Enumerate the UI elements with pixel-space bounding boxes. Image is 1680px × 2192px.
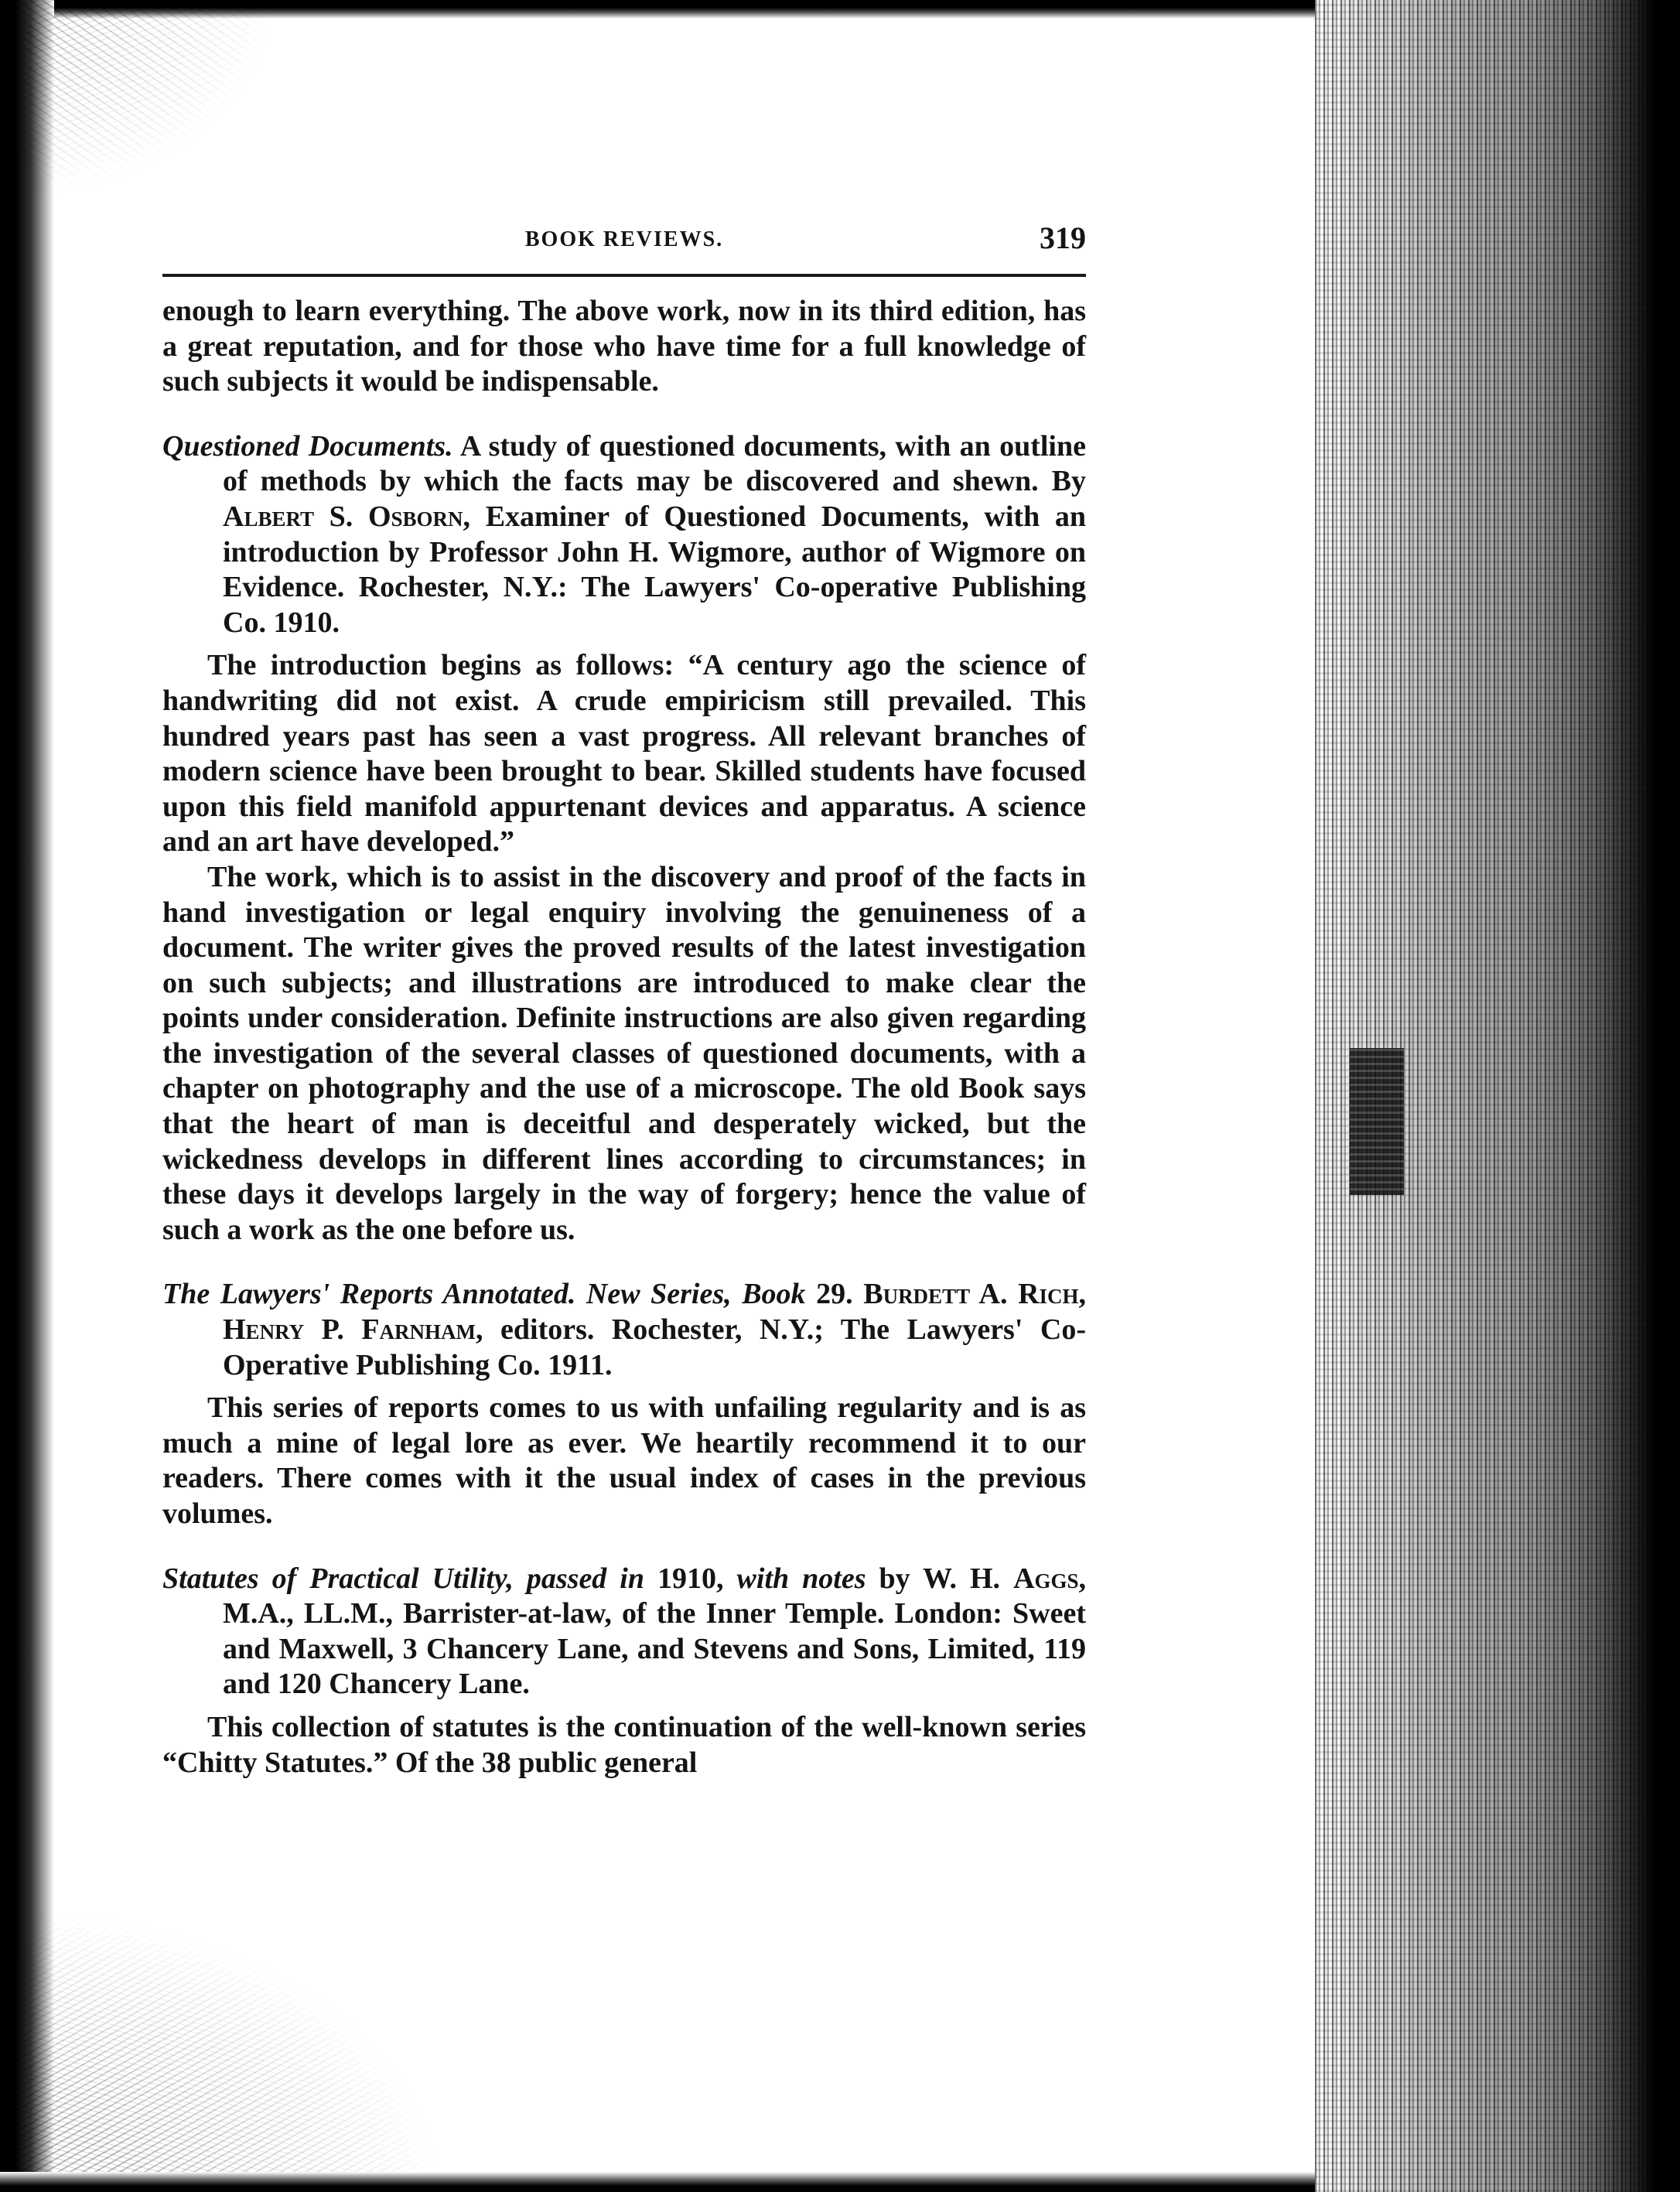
header-rule [162,274,1086,277]
continued-paragraph: enough to learn everything. The above work, now in its third edition, has a great reputation, and for those who have time for a full knowledge of such subjects it would be indispensable. [162,295,1086,398]
review-paragraph: This collection of statutes is the continuation of the well-known series “Chitty Statutes.” Of the 38 public general [162,1710,1086,1779]
scan-noise-bottom-left [0,1914,433,2192]
review-subtitle: A study of questioned documents, with an outline of methods by which the facts may be discovered and shewn. By [223,429,1086,498]
review-lawyers-reports-citation [162,1277,1086,1383]
review-statutes-citation [162,1562,1086,1702]
review-title-continued: with notes [736,1562,866,1595]
review-citation: , editors. Rochester, N.Y.; The Lawyers' Co-Operative Publishing Co. 1911. [223,1313,1086,1381]
review-title: The Lawyers' Reports Annotated. New Series, Book [162,1278,806,1311]
running-head-title: BOOK REVIEWS. [524,227,724,251]
review-title: Statutes of Practical Utility, passed in [162,1562,645,1595]
running-head [162,220,1086,268]
spine-dark-mark [1350,1048,1404,1195]
book-number: 29. [816,1278,853,1311]
review-paragraph: This series of reports comes to us with unfailing regularity and is as much a mine of legal lore as ever. We heartily recommend it to our readers. There comes with it the usual index of cases in the previous volumes. [162,1391,1086,1530]
review-paragraph: The introduction begins as follows: “A century ago the science of handwriting did not exist. A crude empiricism still prevailed. This hundred years past has seen a vast progress. All relevant branches of modern science have been brought to bear. Skilled students have focused upon this field manifold appurtenant devices and apparatus. A science and an art have developed.” [162,649,1086,859]
review-title: Questioned Documents. [162,429,453,463]
review-editors: Burdett A. Rich, Henry P. Farnham [223,1278,1087,1347]
review-paragraph: The work, which is to assist in the discovery and proof of the facts in hand investigation or legal enquiry involving the genuineness of a document. The writer gives the proved results of the latest investigation on such subjects; and illustrations are introduced to make clear the points under consideration. Definite instructions are also given regarding the investigation of the several classes of questioned documents, with a chapter on photography and the use of a microscope. The old Book says that the heart of man is deceitful and desperately wicked, but the wickedness develops in different lines according to circumstances; in these days it develops largely in the way of forgery; hence the value of such a work as the one before us. [162,860,1086,1246]
review-citation: , Examiner of Questioned Documents, with an introduction by Professor John H. Wigmore, author of Wigmore on Evidence. Rochester, N.Y.: The Lawyers' Co-operative Publishing Co. 1910. [223,500,1086,639]
review-year: 1910, [657,1562,724,1595]
review-author: Aggs [1013,1562,1079,1595]
scan-noise-top-left [0,0,278,201]
review-author: Albert S. Osborn [223,500,463,533]
review-citation: , M.A., LL.M., Barrister-at-law, of the Inner Temple. London: Sweet and Maxwell, 3 Chancery Lane, and Stevens and Sons, Limited, 119 and 120 Chancery Lane. [223,1562,1087,1701]
review-by: by W. H. [879,1562,1001,1595]
page-number: 319 [1040,220,1086,255]
book-page [162,220,1087,1781]
scan-left-edge [0,0,54,2192]
review-questioned-documents-citation [162,429,1086,641]
